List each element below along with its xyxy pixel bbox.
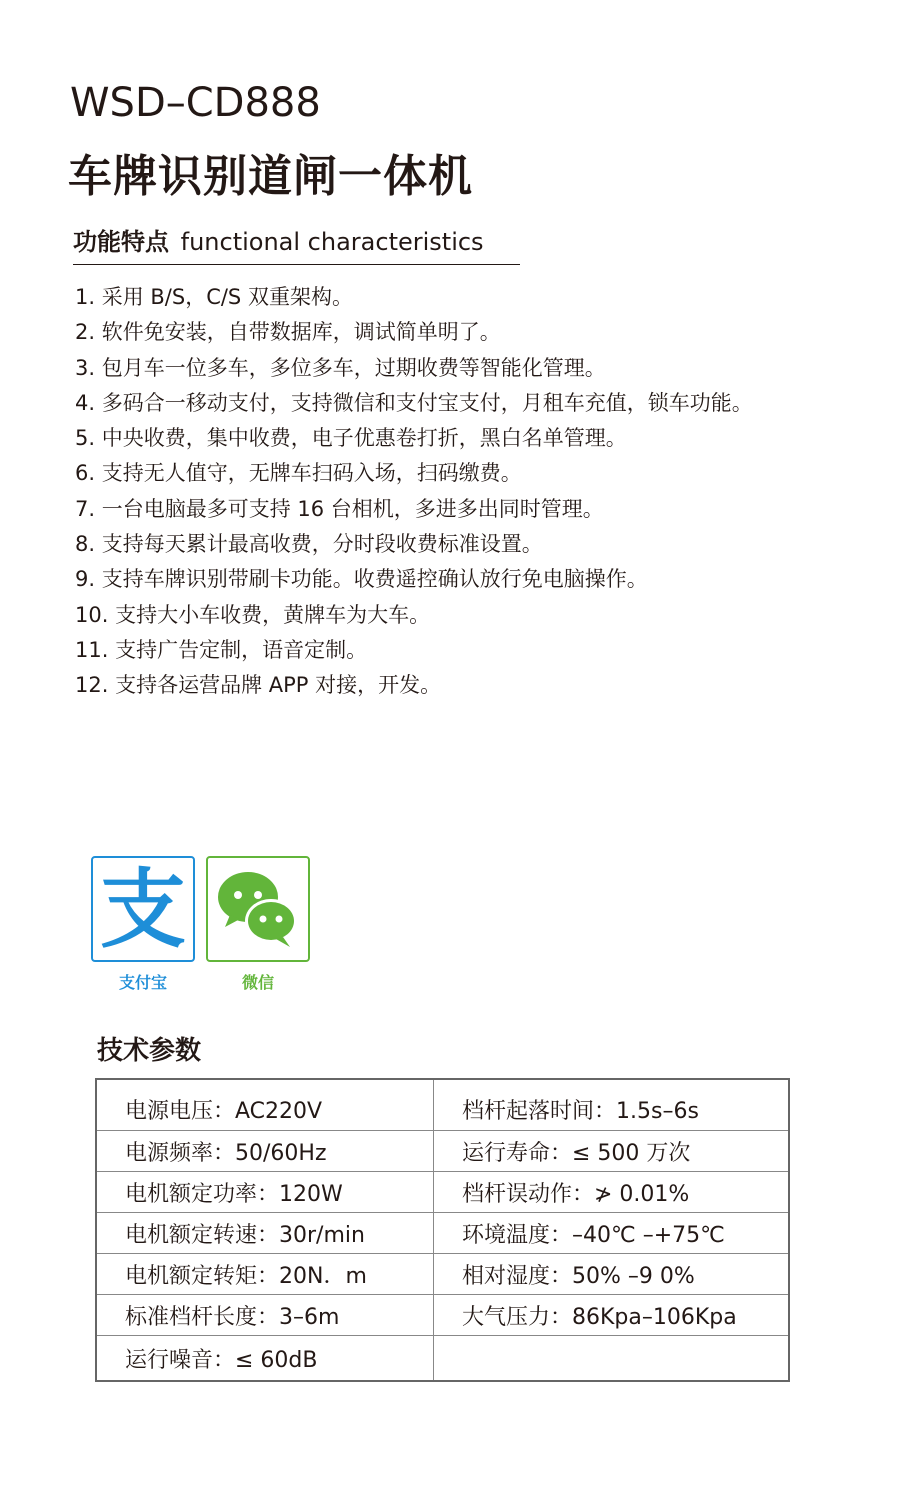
table-row [96,1079,789,1131]
wechat-label: 微信 [241,973,274,992]
table-cell: 档杆起落时间：1.5s–6s [434,1079,790,1131]
feature-item: 1. 采用 B/S，C/S 双重架构。 [75,285,353,309]
table-cell: 电机额定功率：120W [96,1172,434,1213]
feature-item: 7. 一台电脑最多可支持 16 台相机，多进多出同时管理。 [75,496,604,521]
table-cell: 电机额定转速：30r/min [96,1213,434,1254]
wechat-badge [206,856,310,993]
table-cell: 电源频率：50/60Hz [96,1131,434,1172]
product-title: 车牌识别道闸一体机 [68,151,473,202]
features-heading [73,222,484,257]
table-cell: 相对湿度：50% –9 0% [434,1254,790,1295]
features-heading-cn: 功能特点 [73,228,169,256]
alipay-glyph: 支 [100,860,186,959]
feature-item: 5. 中央收费，集中收费，电子优惠卷打折，黑白名单管理。 [75,426,627,451]
table-cell: 电机额定转矩：20N．m [96,1254,434,1295]
alipay-badge [91,856,195,993]
alipay-logo-icon [91,856,195,962]
table-cell: 运行噪音：≤ 60dB [96,1336,434,1382]
table-cell [434,1336,790,1382]
feature-item: 4. 多码合一移动支付，支持微信和支付宝支付，月租车充值，锁车功能。 [75,390,753,415]
features-list [75,280,753,704]
feature-item: 10. 支持大小车收费，黄牌车为大车。 [75,602,431,627]
table-row [96,1213,789,1254]
table-row [96,1336,789,1382]
wechat-logo-icon [206,856,310,962]
table-row [96,1131,789,1172]
feature-item: 3. 包月车一位多车，多位多车，过期收费等智能化管理。 [75,355,606,380]
table-row [96,1254,789,1295]
features-heading-en: functional characteristics [180,228,484,256]
alipay-label: 支付宝 [118,973,167,992]
table-cell: 环境温度：–40℃ –+75℃ [434,1213,790,1254]
feature-item: 12. 支持各运营品牌 APP 对接，开发。 [75,673,442,698]
features-divider [73,264,520,265]
specs-table [95,1078,790,1382]
feature-item: 6. 支持无人值守，无牌车扫码入场，扫码缴费。 [75,461,522,486]
table-cell: 运行寿命：≤ 500 万次 [434,1131,790,1172]
table-cell: 大气压力：86Kpa–106Kpa [434,1295,790,1336]
feature-item: 9. 支持车牌识别带刷卡功能。收费遥控确认放行免电脑操作。 [75,567,648,592]
table-row [96,1295,789,1336]
table-cell: 电源电压：AC220V [96,1079,434,1131]
table-row [96,1172,789,1213]
table-cell: 档杆误动作：≯ 0.01% [434,1172,790,1213]
feature-item: 8. 支持每天累计最高收费，分时段收费标准设置。 [75,532,543,557]
specs-heading: 技术参数 [97,1036,202,1066]
product-model: WSD–CD888 [70,80,321,126]
table-cell: 标准档杆长度：3–6m [96,1295,434,1336]
feature-item: 2. 软件免安装，自带数据库，调试简单明了。 [75,320,501,345]
feature-item: 11. 支持广告定制，语音定制。 [75,637,368,662]
